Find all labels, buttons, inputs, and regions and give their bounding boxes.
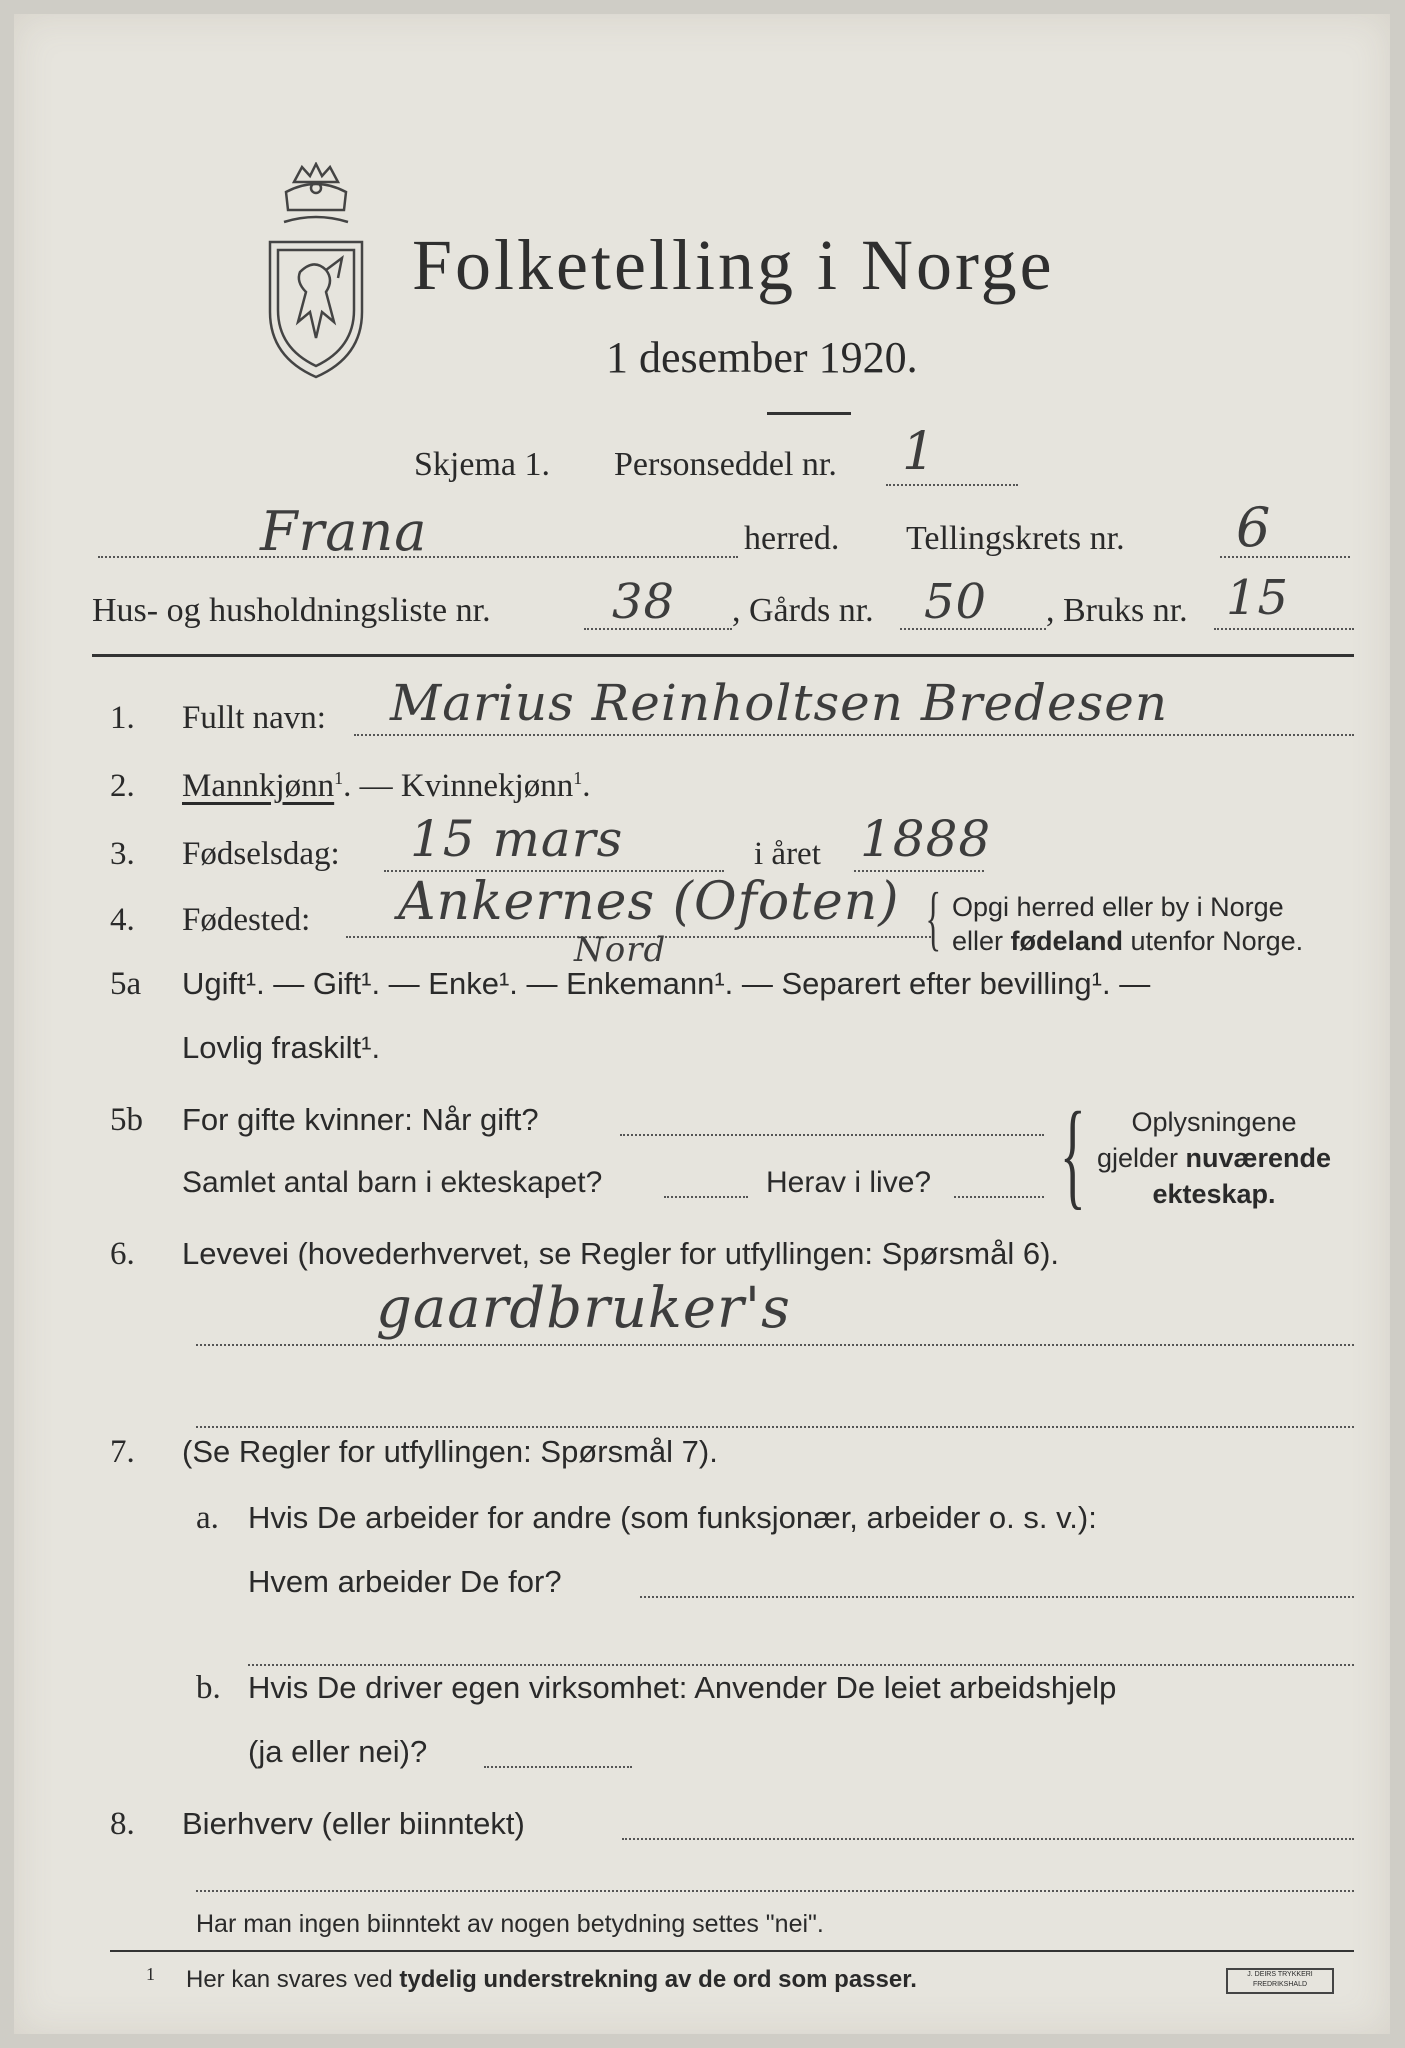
personseddel-label: Personseddel nr. bbox=[614, 446, 837, 483]
herred-label: herred. bbox=[744, 520, 840, 557]
male-option[interactable]: Mannkjønn bbox=[182, 768, 335, 804]
q8-number: 8. bbox=[110, 1806, 135, 1842]
q7a-letter: a. bbox=[196, 1500, 219, 1536]
q5b-number: 5b bbox=[110, 1102, 143, 1138]
bruks-field[interactable] bbox=[1214, 628, 1354, 630]
q4-label: Fødested: bbox=[182, 902, 311, 938]
full-name-field[interactable] bbox=[354, 734, 1354, 736]
hired-help-field[interactable] bbox=[484, 1766, 632, 1768]
hus-label: Hus- og husholdningsliste nr. bbox=[92, 592, 491, 629]
children-total-label: Samlet antal barn i ekteskapet? bbox=[182, 1166, 603, 1199]
printer-stamp: J. DEIRS TRYKKERI FREDRIKSHALD bbox=[1226, 1968, 1334, 1994]
occupation-value: gaardbruker's bbox=[376, 1276, 791, 1341]
bruks-label: , Bruks nr. bbox=[1046, 592, 1188, 629]
hired-help-label: (ja eller nei)? bbox=[248, 1734, 428, 1769]
q1-number: 1. bbox=[110, 700, 135, 736]
skjema-label: Skjema 1. bbox=[414, 446, 550, 483]
side-income-label: Bierhverv (eller biinntekt) bbox=[182, 1806, 525, 1841]
gards-label: , Gårds nr. bbox=[732, 592, 874, 629]
personseddel-field[interactable] bbox=[886, 484, 1018, 486]
full-name-value: Marius Reinholtsen Bredesen bbox=[390, 674, 1169, 732]
census-date: 1 desember 1920. bbox=[606, 333, 918, 382]
q6-number: 6. bbox=[110, 1236, 135, 1272]
year-label: i året bbox=[754, 836, 821, 872]
children-alive-field[interactable] bbox=[954, 1196, 1044, 1198]
q4-note: Opgi herred eller by i Norge eller fødeland utenfor Norge. bbox=[952, 892, 1304, 956]
occupation-field-2[interactable] bbox=[196, 1426, 1354, 1428]
form-title: Folketelling i Norge bbox=[412, 225, 1055, 305]
employer-field-2[interactable] bbox=[248, 1664, 1354, 1666]
side-income-field[interactable] bbox=[622, 1838, 1354, 1840]
q5b-note: Oplysningene gjelder nuværende ekteskap. bbox=[1096, 1107, 1332, 1209]
occupation-field-1[interactable] bbox=[196, 1344, 1354, 1346]
footnote-number: 1 bbox=[146, 1964, 155, 1984]
side-income-field-2[interactable] bbox=[196, 1890, 1354, 1892]
children-total-field[interactable] bbox=[664, 1196, 748, 1198]
q7b-question: Hvis De driver egen virksomhet: Anvender De leiet arbeidshjelp bbox=[248, 1670, 1117, 1705]
q7a-question: Hvis De arbeider for andre (som funksjonær, arbeider o. s. v.): bbox=[248, 1500, 1097, 1535]
q2-gender-options: Mannkjønn$^1$. — Kvinnekjønn$^1$. bbox=[182, 768, 591, 804]
birthday-value: 15 mars bbox=[410, 810, 624, 868]
q3-label: Fødselsdag: bbox=[182, 836, 340, 872]
divorced-option[interactable]: Lovlig fraskilt¹. bbox=[182, 1030, 381, 1065]
personseddel-value: 1 bbox=[902, 422, 937, 482]
side-income-note: Har man ingen biinntekt av nogen betydning settes "nei". bbox=[196, 1910, 824, 1938]
q5b-note-brace: { bbox=[1059, 1087, 1086, 1220]
hus-value: 38 bbox=[612, 574, 676, 630]
q2-number: 2. bbox=[110, 768, 135, 804]
marital-status-options[interactable]: Ugift¹. — Gift¹. — Enke¹. — Enkemann¹. — Separert efter bevilling¹. — bbox=[182, 966, 1151, 1001]
tellingskrets-value: 6 bbox=[1236, 496, 1272, 559]
birth-year-value: 1888 bbox=[860, 810, 992, 868]
q7-number: 7. bbox=[110, 1434, 135, 1470]
footer-rule bbox=[110, 1950, 1354, 1952]
q5a-number: 5a bbox=[110, 966, 142, 1002]
q4-number: 4. bbox=[110, 902, 135, 938]
q7-label: (Se Regler for utfyllingen: Spørsmål 7). bbox=[182, 1434, 718, 1469]
footnote: Her kan svares ved tydelig understrekning av de ord som passer. bbox=[186, 1966, 917, 1993]
q7b-letter: b. bbox=[196, 1670, 221, 1706]
birthplace-value: Ankernes (Ofoten) bbox=[398, 872, 900, 932]
q4-note-brace: { bbox=[925, 878, 942, 958]
q3-number: 3. bbox=[110, 836, 135, 872]
married-when-field[interactable] bbox=[620, 1134, 1044, 1136]
children-alive-label: Herav i live? bbox=[766, 1166, 932, 1199]
header-rule bbox=[92, 654, 1354, 657]
employer-label: Hvem arbeider De for? bbox=[248, 1564, 562, 1599]
q1-label: Fullt navn: bbox=[182, 700, 326, 736]
employer-field[interactable] bbox=[640, 1596, 1354, 1598]
coat-of-arms-icon bbox=[264, 162, 368, 382]
gards-value: 50 bbox=[924, 574, 988, 630]
married-when-label: For gifte kvinner: Når gift? bbox=[182, 1102, 539, 1137]
herred-value: Frana bbox=[260, 500, 428, 563]
female-option[interactable]: Kvinnekjønn bbox=[400, 768, 574, 804]
title-divider bbox=[767, 412, 851, 415]
occupation-label: Levevei (hovederhvervet, se Regler for utfyllingen: Spørsmål 6). bbox=[182, 1236, 1060, 1271]
census-form-sheet bbox=[14, 14, 1390, 2034]
birthplace-extra: Nord bbox=[574, 930, 667, 970]
bruks-value: 15 bbox=[1226, 570, 1290, 626]
tellingskrets-label: Tellingskrets nr. bbox=[906, 520, 1125, 557]
